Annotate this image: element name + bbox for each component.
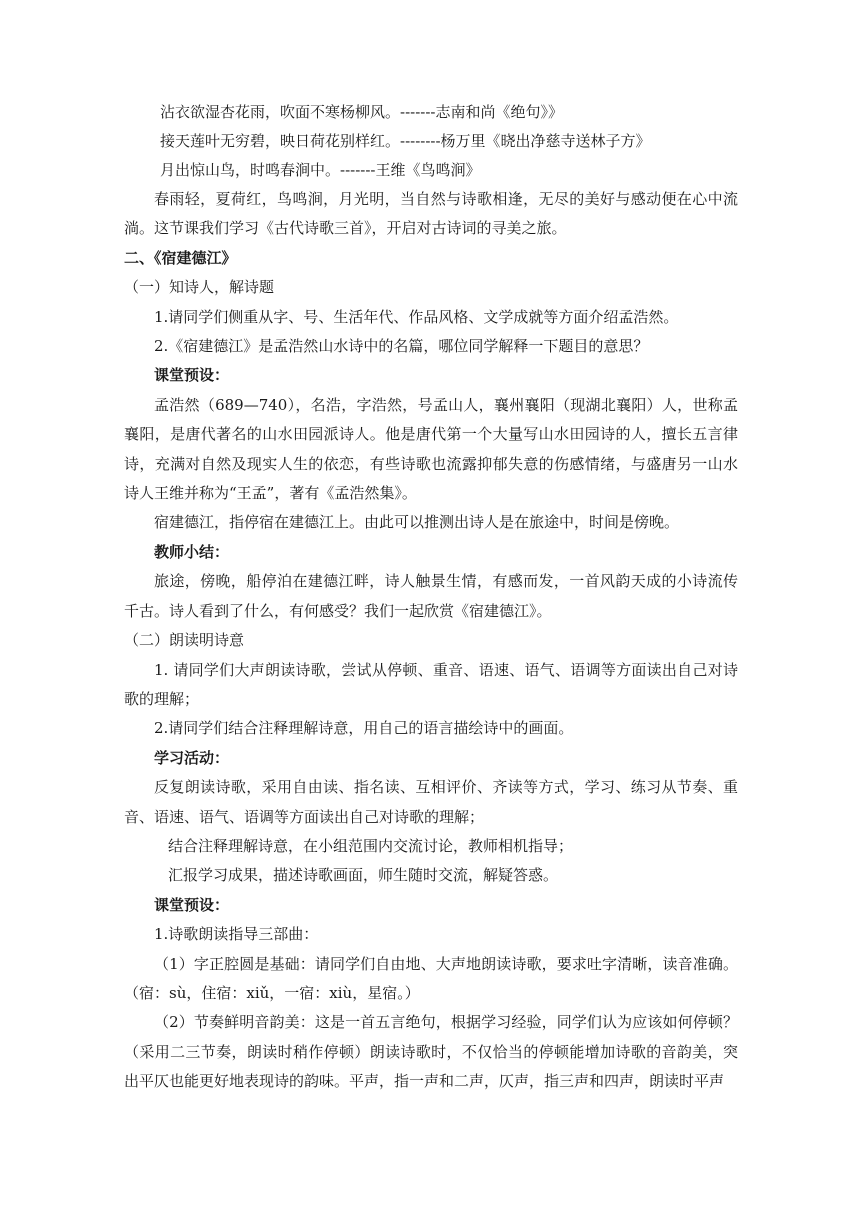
poet-biography: 孟浩然（689—740），名浩，字浩然，号孟山人，襄州襄阳（现湖北襄阳）人，世称孟襄阳，是唐代著名的山水田园派诗人。他是唐代第一个大量写山水田园诗的人，擅长五言律诗，充满对自然及现实人生的依恋，有些诗歌也流露抑郁失意的伤感情绪，与盛唐另一山水诗人王维并称为“王孟”，著有《孟浩然集》。 — [124, 395, 738, 503]
learning-activity-1: 反复朗读诗歌，采用自由读、指名读、互相评价、齐读等方式，学习、练习从节奏、重音、语速、语气、语调等方面读出自己对诗歌的理解； — [124, 778, 738, 826]
teacher-summary-label: 教师小结： — [154, 542, 230, 561]
intro-poem-line: 沾衣欲湿杏花雨，吹面不寒杨柳风。-------志南和尚《绝句》》 — [160, 103, 563, 121]
intro-poem-line: 月出惊山鸟，时鸣春涧中。-------王维《鸟鸣涧》 — [160, 161, 481, 179]
intro-poem-line: 接天莲叶无穷碧，映日荷花别样红。--------杨万里《晓出净慈寺送林子方》 — [160, 132, 651, 150]
reading-guide-title: 1.诗歌朗读指导三部曲： — [154, 925, 319, 944]
learning-activity-2: 结合注释理解诗意，在小组范围内交流讨论，教师相机指导； — [168, 836, 574, 855]
part2-title: （二）朗读明诗意 — [124, 631, 245, 650]
document-body — [124, 98, 738, 1097]
teacher-summary: 旅途，傍晚，船停泊在建德江畔，诗人触景生情，有感而发，一首风韵天成的小诗流传千古。诗人看到了什么，有何感受？我们一起欣赏《宿建德江》。 — [124, 572, 738, 620]
part2-question-1: 1. 请同学们大声朗读诗歌，尝试从停顿、重音、语速、语气、语调等方面读出自己对诗歌的理解； — [124, 660, 738, 708]
intro-paragraph: 春雨轻，夏荷红，鸟鸣涧，月光明，当自然与诗歌相逢，无尽的美好与感动便在心中流淌。这节课我们学习《古代诗歌三首》，开启对古诗词的寻美之旅。 — [124, 190, 738, 238]
reading-step-1: （1）字正腔圆是基础：请同学们自由地、大声地朗读诗歌，要求吐字清晰，读音准确。（宿：sù，住宿：xiǔ，一宿：xiù，星宿。） — [124, 954, 738, 1002]
learning-activity-3: 汇报学习成果，描述诗歌画面，师生随时交流，解疑答惑。 — [168, 866, 559, 885]
title-explanation: 宿建德江，指停宿在建德江上。由此可以推测出诗人是在旅途中，时间是傍晚。 — [154, 513, 680, 532]
reading-step-2: （2）节奏鲜明音韵美：这是一首五言绝句，根据学习经验，同学们认为应该如何停顿？（采用二三节奏，朗读时稍作停顿）朗读诗歌时，不仅恰当的停顿能增加诗歌的音韵美，突出平仄也能更好地表现诗的韵味。平声，指一声和二声，仄声，指三声和四声，朗读时平声 — [124, 1013, 738, 1091]
part1-question-1: 1.请同学们侧重从字、号、生活年代、作品风格、文学成就等方面介绍孟浩然。 — [154, 307, 679, 326]
section-title: 二、《宿建德江》 — [124, 248, 237, 267]
part1-preset-label: 课堂预设： — [154, 366, 230, 385]
learning-activity-label: 学习活动： — [154, 748, 230, 767]
part1-question-2: 2.《宿建德江》是孟浩然山水诗中的名篇，哪位同学解释一下题目的意思？ — [154, 337, 649, 356]
part2-question-2: 2.请同学们结合注释理解诗意，用自己的语言描绘诗中的画面。 — [154, 719, 574, 738]
part1-title: （一）知诗人，解诗题 — [124, 278, 275, 297]
part2-preset-label: 课堂预设： — [154, 895, 230, 914]
